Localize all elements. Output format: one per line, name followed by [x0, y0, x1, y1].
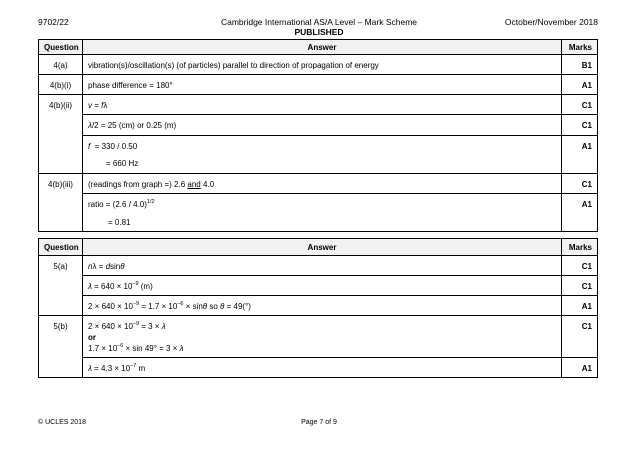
question-label: 5(b)	[39, 316, 83, 378]
mark-value: A1	[562, 296, 598, 316]
answer-text: f = 330 / 0.50 = 660 Hz	[83, 136, 562, 174]
mark-value: C1	[562, 174, 598, 194]
mark-value: C1	[562, 115, 598, 136]
answer-text: (readings from graph =) 2.6 and 4.0	[83, 174, 562, 194]
answer-text: ratio = (2.6 / 4.0)$^{1/2}$ = 0.81	[83, 194, 562, 232]
answer-text: v = fλ	[83, 95, 562, 115]
mark-value: C1	[562, 95, 598, 115]
answer-text: $\lambda = 4.3 \times 10^{-7}$ m	[83, 358, 562, 378]
table-row	[39, 276, 598, 296]
mark-value: A1	[562, 194, 598, 232]
marks-header: Marks	[562, 40, 598, 55]
mark-value: A1	[562, 136, 598, 174]
question-header: Question	[39, 40, 83, 55]
document-title: Cambridge International AS/A Level – Mark Scheme	[220, 17, 418, 27]
mark-value: A1	[562, 358, 598, 378]
answer-text: vibration(s)/oscillation(s) (of particles) parallel to direction of propagation of energy	[83, 55, 562, 75]
mark-value: C1	[562, 276, 598, 296]
question-label: 4(b)(i)	[39, 75, 83, 95]
mark-value: A1	[562, 75, 598, 95]
answer-header: Answer	[83, 239, 562, 256]
answer-text: $2 \times 640 \times 10^{-9} = 3 \times \lambda$ or $1.7 \times 10^{-6} \times \sin 49^\circ = 3 \times \lambda$	[83, 316, 562, 358]
paper-code: 9702/22	[38, 17, 69, 27]
marks-header: Marks	[562, 239, 598, 256]
table-row	[39, 55, 598, 75]
table-row	[39, 358, 598, 378]
table-row	[39, 115, 598, 136]
copyright: © UCLES 2018	[38, 419, 86, 426]
table-row	[39, 75, 598, 95]
mark-value: C1	[562, 256, 598, 276]
mark-scheme-table-q4	[38, 39, 598, 232]
mark-value: B1	[562, 55, 598, 75]
published-label: PUBLISHED	[294, 27, 344, 37]
table-row	[39, 256, 598, 276]
answer-text: $2 \times 640 \times 10^{-9} = 1.7 \times 10^{-6} \times \sin\theta$ so θ = 49(°)	[83, 296, 562, 316]
answer-text: phase difference = 180°	[83, 75, 562, 95]
answer-text: $\lambda = 640 \times 10^{-9}$ (m)	[83, 276, 562, 296]
question-label: 4(a)	[39, 55, 83, 75]
mark-value: C1	[562, 316, 598, 358]
mark-scheme-table-q5	[38, 238, 598, 378]
table-row	[39, 296, 598, 316]
page-number: Page 7 of 9	[301, 419, 337, 426]
answer-text: λ/2 = 25 (cm) or 0.25 (m)	[83, 115, 562, 136]
table-row	[39, 136, 598, 174]
question-header: Question	[39, 239, 83, 256]
exam-session: October/November 2018	[504, 17, 598, 27]
question-label: 4(b)(ii)	[39, 95, 83, 174]
table-row	[39, 174, 598, 194]
table-row	[39, 194, 598, 232]
table-row	[39, 95, 598, 115]
answer-header: Answer	[83, 40, 562, 55]
question-label: 5(a)	[39, 256, 83, 316]
answer-text: nλ = dsinθ	[83, 256, 562, 276]
table-row	[39, 316, 598, 358]
question-label: 4(b)(iii)	[39, 174, 83, 232]
